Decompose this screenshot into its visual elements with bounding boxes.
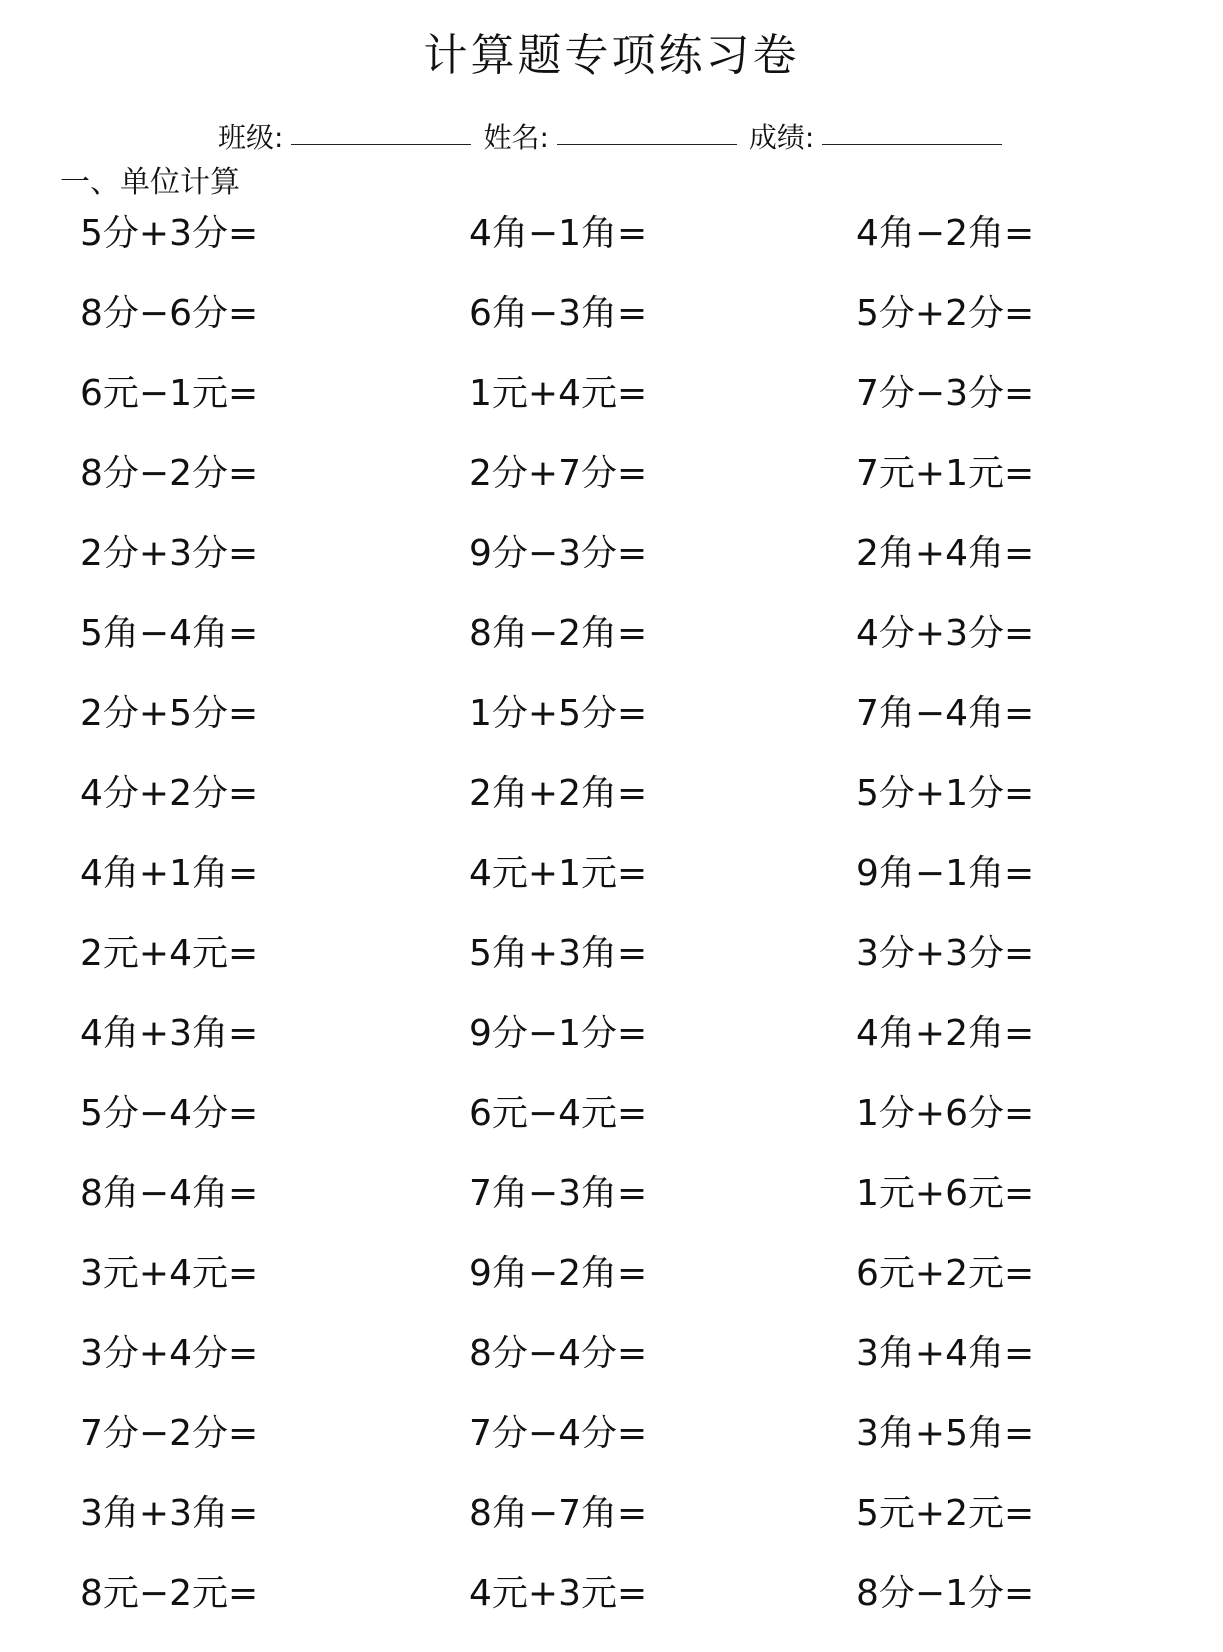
problem-item: 7元+1元= bbox=[856, 453, 1035, 494]
problem-row bbox=[0, 368, 1223, 448]
problem-grid bbox=[0, 208, 1223, 1648]
problem-item: 4分+2分= bbox=[80, 773, 259, 814]
problem-item: 9分−1分= bbox=[469, 1013, 648, 1054]
problem-row bbox=[0, 688, 1223, 768]
student-info-line bbox=[218, 118, 1014, 158]
problem-item: 5角+3角= bbox=[469, 933, 648, 974]
class-field bbox=[218, 118, 483, 158]
problem-row bbox=[0, 608, 1223, 688]
problem-row bbox=[0, 1328, 1223, 1408]
problem-item: 4角+2角= bbox=[856, 1013, 1035, 1054]
problem-item: 2元+4元= bbox=[80, 933, 259, 974]
problem-row bbox=[0, 848, 1223, 928]
problem-item: 4角−2角= bbox=[856, 213, 1035, 254]
score-blank[interactable] bbox=[822, 116, 1002, 145]
problem-item: 6元−4元= bbox=[469, 1093, 648, 1134]
problem-item: 5角−4角= bbox=[80, 613, 259, 654]
problem-item: 7角−3角= bbox=[469, 1173, 648, 1214]
problem-item: 6元−1元= bbox=[80, 373, 259, 414]
problem-row bbox=[0, 928, 1223, 1008]
problem-item: 3元+4元= bbox=[80, 1253, 259, 1294]
name-field bbox=[483, 118, 748, 158]
problem-item: 7角−4角= bbox=[856, 693, 1035, 734]
name-blank[interactable] bbox=[557, 116, 737, 145]
problem-item: 2角+4角= bbox=[856, 533, 1035, 574]
problem-row bbox=[0, 1408, 1223, 1488]
problem-item: 2分+5分= bbox=[80, 693, 259, 734]
problem-item: 8分−6分= bbox=[80, 293, 259, 334]
score-field bbox=[749, 118, 1014, 158]
problem-item: 8分−1分= bbox=[856, 1573, 1035, 1614]
problem-row bbox=[0, 208, 1223, 288]
problem-item: 9角−2角= bbox=[469, 1253, 648, 1294]
problem-row bbox=[0, 1488, 1223, 1568]
problem-item: 6元+2元= bbox=[856, 1253, 1035, 1294]
problem-item: 8角−2角= bbox=[469, 613, 648, 654]
problem-item: 3分+4分= bbox=[80, 1333, 259, 1374]
problem-item: 4元+3元= bbox=[469, 1573, 648, 1614]
problem-item: 4角+1角= bbox=[80, 853, 259, 894]
problem-item: 1元+6元= bbox=[856, 1173, 1035, 1214]
problem-item: 7分−4分= bbox=[469, 1413, 648, 1454]
problem-row bbox=[0, 1008, 1223, 1088]
problem-item: 8角−7角= bbox=[469, 1493, 648, 1534]
problem-item: 3角+3角= bbox=[80, 1493, 259, 1534]
section-heading: 一、单位计算 bbox=[60, 165, 240, 200]
problem-item: 9角−1角= bbox=[856, 853, 1035, 894]
worksheet-title: 计算题专项练习卷 bbox=[423, 30, 800, 81]
problem-row bbox=[0, 288, 1223, 368]
problem-item: 8元−2元= bbox=[80, 1573, 259, 1614]
problem-item: 3分+3分= bbox=[856, 933, 1035, 974]
problem-item: 8角−4角= bbox=[80, 1173, 259, 1214]
problem-item: 2分+3分= bbox=[80, 533, 259, 574]
problem-row bbox=[0, 1568, 1223, 1648]
problem-item: 4分+3分= bbox=[856, 613, 1035, 654]
class-blank[interactable] bbox=[291, 116, 471, 145]
problem-item: 4角−1角= bbox=[469, 213, 648, 254]
problem-item: 2分+7分= bbox=[469, 453, 648, 494]
class-label: 班级: bbox=[218, 121, 284, 154]
problem-item: 5分+2分= bbox=[856, 293, 1035, 334]
problem-item: 1分+5分= bbox=[469, 693, 648, 734]
problem-item: 2角+2角= bbox=[469, 773, 648, 814]
problem-item: 5分+3分= bbox=[80, 213, 259, 254]
problem-row bbox=[0, 1248, 1223, 1328]
problem-row bbox=[0, 448, 1223, 528]
problem-item: 3角+5角= bbox=[856, 1413, 1035, 1454]
problem-item: 6角−3角= bbox=[469, 293, 648, 334]
problem-item: 1元+4元= bbox=[469, 373, 648, 414]
problem-item: 5元+2元= bbox=[856, 1493, 1035, 1534]
problem-row bbox=[0, 1088, 1223, 1168]
problem-item: 5分−4分= bbox=[80, 1093, 259, 1134]
problem-item: 1分+6分= bbox=[856, 1093, 1035, 1134]
problem-row bbox=[0, 1168, 1223, 1248]
name-label: 姓名: bbox=[483, 121, 549, 154]
problem-row bbox=[0, 768, 1223, 848]
problem-item: 4角+3角= bbox=[80, 1013, 259, 1054]
problem-item: 9分−3分= bbox=[469, 533, 648, 574]
problem-item: 7分−2分= bbox=[80, 1413, 259, 1454]
score-label: 成绩: bbox=[748, 121, 815, 154]
problem-item: 8分−4分= bbox=[469, 1333, 648, 1374]
problem-item: 8分−2分= bbox=[80, 453, 259, 494]
problem-item: 4元+1元= bbox=[469, 853, 648, 894]
problem-item: 5分+1分= bbox=[856, 773, 1035, 814]
problem-row bbox=[0, 528, 1223, 608]
problem-item: 7分−3分= bbox=[856, 373, 1035, 414]
problem-item: 3角+4角= bbox=[856, 1333, 1035, 1374]
